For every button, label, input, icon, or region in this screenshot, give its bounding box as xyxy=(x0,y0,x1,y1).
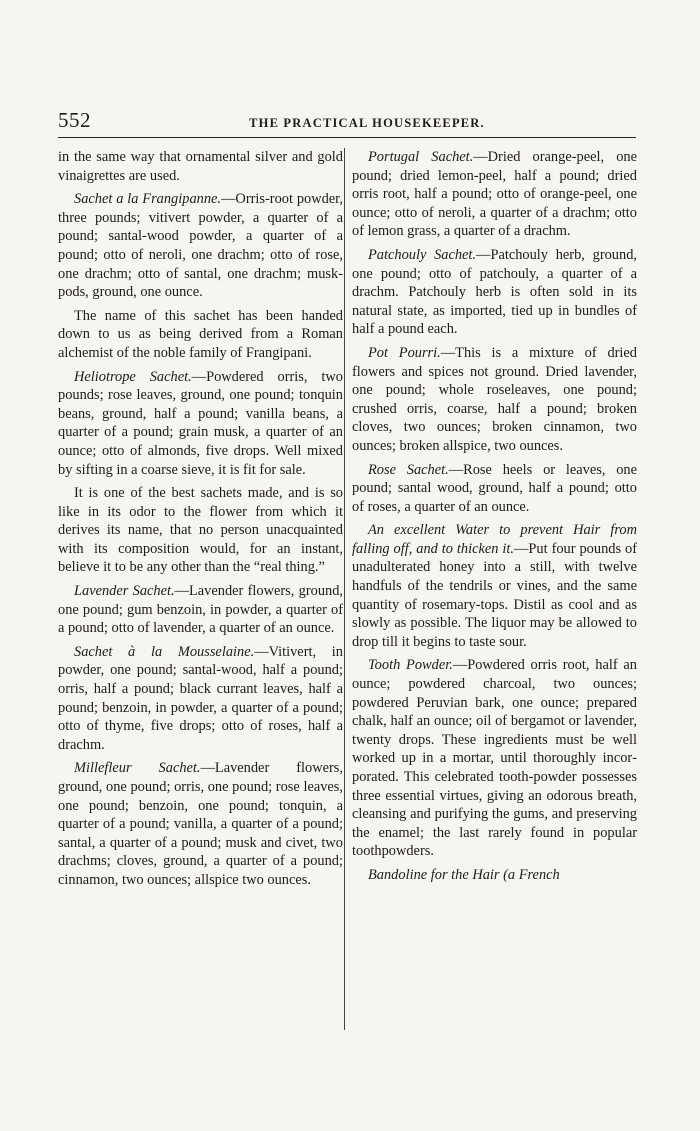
column-divider xyxy=(344,148,345,1030)
recipe-title: Rose Sachet. xyxy=(368,461,449,478)
recipe-paragraph: Millefleur Sachet.—Lavender flowers, ground, one pound; orris, one pound; rose leaves, one pound; benzoin, one pound; tonquin, a quarter of a pound; vanilla, a quarter of a pound; santal, a quarter of a pound; musk and civet, two drachms; cloves, ground, a quarter of a pound; cinnamon, two ounces; allspice two ounces. xyxy=(58,760,343,888)
running-title: THE PRACTICAL HOUSEKEEPER. xyxy=(249,116,485,130)
recipe-title: Bandoline for the Hair xyxy=(368,866,500,883)
recipe-title: Pot Pourri. xyxy=(368,344,441,361)
recipe-paragraph: Sachet a la Frangipanne.—Orris-root powder, three pounds; vitivert powder, a quarter of a pound; santal-wood powder, a quarter of a pound; otto of neroli, one drachm; otto of rose, one drachm; otto of santal, one drachm; musk-pods, ground, one ounce. xyxy=(58,191,343,301)
page-number: 552 xyxy=(58,108,91,132)
recipe-paragraph: An excellent Water to prevent Hair from falling off, and to thicken it.—Put four pounds of unadulterated honey into a still, with twelve handfuls of the tendrils or vines, and the same quantity of rosemary-tops. Distil as cool and as slowly as possible. The liquor may be allowed to drop till it begins to taste sour. xyxy=(352,522,637,650)
recipe-title: Lavender Sachet. xyxy=(74,583,175,600)
right-column xyxy=(352,148,637,890)
recipe-paragraph: Patchouly Sachet.—Patchouly herb, ground, one pound; otto of patchouly, a quarter of a drachm. Patchouly herb is often sold in its natural state, as imported, tied up in bundles of half a pound each. xyxy=(352,246,637,338)
page-header xyxy=(58,108,636,138)
recipe-paragraph: Pot Pourri.—This is a mixture of dried flowers and spices not ground. Dried lavender, one pound; whole roseleaves, one pound; crushed orris, coarse, half a pound; broken cloves, two ounces; broken cinnamon, two ounces; broken allspice, two ounces. xyxy=(352,344,638,454)
left-column xyxy=(58,148,343,895)
recipe-title: Patchouly Sachet. xyxy=(368,246,477,263)
recipe-paragraph: Heliotrope Sachet.—Powdered orris, two pounds; rose leaves, ground, one pound; tonquin beans, ground, half a pound; vanilla beans, a quarter of a pound; grain musk, a quarter of an ounce; otto of almonds, five drops. Well mixed by sifting in a coarse sieve, it is fit for sale. xyxy=(58,368,343,478)
paragraph: in the same way that ornamental silver and gold vinaigrettes are used. xyxy=(58,149,343,184)
header-rule xyxy=(58,137,636,138)
recipe-paragraph: Lavender Sachet.—Lavender flowers, ground, one pound; gum benzoin, in powder, a quarter of a pound; otto of lavender, a quarter of an ounce. xyxy=(58,583,343,637)
recipe-title: Portugal Sachet. xyxy=(368,149,474,165)
recipe-paragraph: Portugal Sachet.—Dried orange-peel, one pound; dried lemon-peel, half a pound; dried orris root, half a pound; otto of orange-peel, one ounce; otto of neroli, a quarter of a drachm; otto of lemon grass, a quarter of a drachm. xyxy=(352,149,637,240)
recipe-title: Sachet a la Frangipanne. xyxy=(74,191,222,208)
paragraph: The name of this sachet has been handed down to us as being derived from a Roman alchemist of the noble family of Frangipani. xyxy=(58,307,343,361)
recipe-paragraph: Tooth Powder.—Powdered orris root, half an ounce; powdered charcoal, two ounces; powdered Peruvian bark, one ounce; prepared chalk, half an ounce; oil of bergamot or lavender, twenty drops. These ingredients must be well worked up in a mortar, until thoroughly incorporated. This celebrated tooth-powder possesses three essential virtues, giving an odorous breath, cleansing and purifying the gums, and preserving the enamel; the last rarely found in popular toothpowders. xyxy=(352,657,637,860)
recipe-title: Millefleur Sachet. xyxy=(74,760,201,777)
recipe-paragraph: Rose Sachet.—Rose heels or leaves, one pound; santal wood, ground, half a pound; otto of roses, a quarter of an ounce. xyxy=(352,461,637,515)
recipe-title: Tooth Powder. xyxy=(368,657,453,674)
recipe-title: Sachet à la Mousselaine. xyxy=(74,643,255,660)
recipe-paragraph: Sachet à la Mousselaine.—Vitivert, in powder, one pound; santal-wood, half a pound; orris, half a pound; black currant leaves, half a pound; benzoin, in powder, a quarter of a pound; otto of thyme, five drops; otto of roses, half a drachm. xyxy=(58,643,343,753)
recipe-paragraph: Bandoline for the Hair (a French xyxy=(368,866,560,883)
paragraph: It is one of the best sachets made, and is so like in its odor to the flower from which it derives its name, that no person unacquainted with its composition would, for an instant, believe it to be any other than the “real thing.” xyxy=(58,485,343,576)
recipe-title: An excellent Water to prevent Hair from falling off, and to thicken it. xyxy=(352,522,637,557)
recipe-title: Heliotrope Sachet. xyxy=(74,368,192,385)
